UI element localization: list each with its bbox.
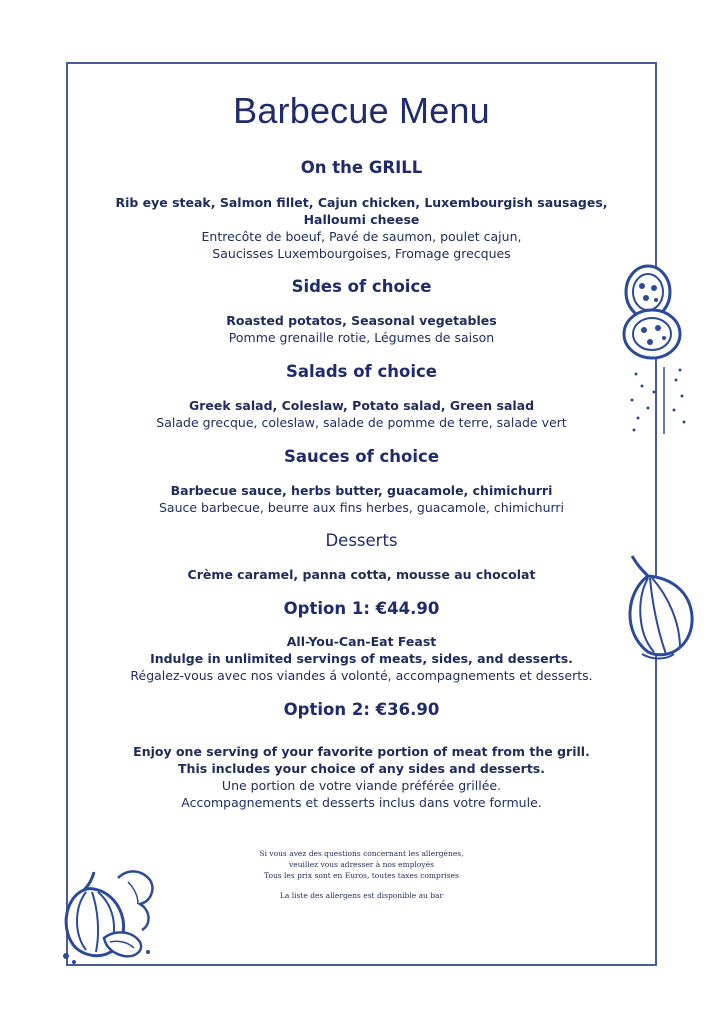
desserts-en: Crème caramel, panna cotta, mousse au chocolat [187,567,536,582]
option2-fr-line1: Une portion de votre viande préférée grillée. [221,778,502,793]
sides-en: Roasted potatos, Seasonal vegetables [226,313,497,328]
sides-fr: Pomme grenaille rotie, Légumes de saison [228,330,495,345]
notes-line4: La liste des allergens est disponible au bar [279,891,444,900]
grill-en-line2: Halloumi cheese [303,212,420,227]
option1-heading: Option 1: €44.90 [283,599,440,618]
salads-fr: Salade grecque, coleslaw, salade de pomme de terre, salade vert [156,415,567,430]
sauces-heading: Sauces of choice [283,447,440,466]
option1-en-line2: Indulge in unlimited servings of meats, sides, and desserts. [150,651,573,666]
notes-line1: Si vous avez des questions concernant les allergènes, [259,849,464,858]
salads-en: Greek salad, Coleslaw, Potato salad, Green salad [188,398,535,413]
menu-title: Barbecue Menu [233,90,490,131]
desserts-heading: Desserts [325,531,398,550]
sides-heading: Sides of choice [291,277,432,296]
option1-fr: Régalez-vous avec nos viandes á volonté, accompagnements et desserts. [130,668,593,683]
grill-fr-line1: Entrecôte de boeuf, Pavé de saumon, poulet cajun, [201,229,522,244]
notes-line3: Tous les prix sont en Euros, toutes taxes comprises [264,871,459,880]
option2-en-line1: Enjoy one serving of your favorite portion of meat from the grill. [133,744,590,759]
option2-en-line2: This includes your choice of any sides and desserts. [178,761,545,776]
salads-heading: Salads of choice [286,362,437,381]
option1-en-line1: All-You-Can-Eat Feast [286,634,437,649]
grill-fr-line2: Saucisses Luxembourgoises, Fromage grecques [212,246,511,261]
notes-line2: veuillez vous adresser à nos employés [289,860,434,869]
sauces-en: Barbecue sauce, herbs butter, guacamole, chimichurri [170,483,553,498]
sauces-fr: Sauce barbecue, beurre aux fins herbes, guacamole, chimichurri [158,500,565,515]
option2-fr-line2: Accompagnements et desserts inclus dans votre formule. [181,795,542,810]
grill-en-line1: Rib eye steak, Salmon fillet, Cajun chicken, Luxembourgish sausages, [115,195,608,210]
option2-heading: Option 2: €36.90 [283,700,440,719]
menu-content [66,62,657,901]
allergen-notes [66,848,657,901]
grill-heading: On the GRILL [300,158,423,177]
